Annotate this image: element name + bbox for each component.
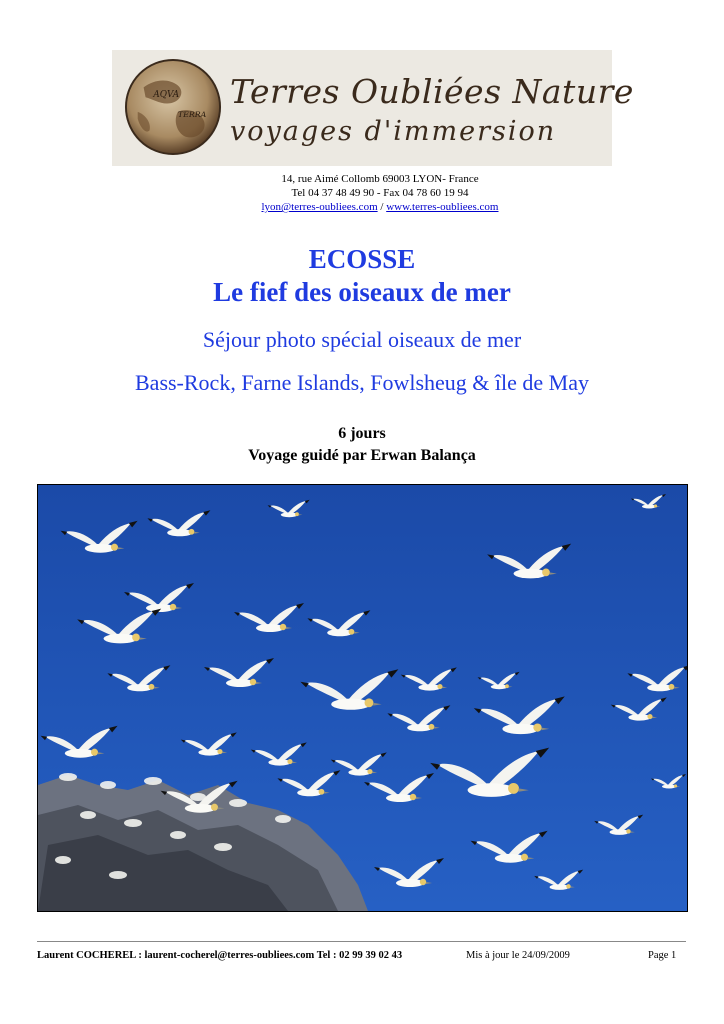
logo-banner [112,50,634,166]
footer-divider [37,941,686,942]
link-separator: / [380,201,384,213]
footer-contact: Laurent COCHEREL : laurent-cocherel@terres-oubliees.com Tel : 02 99 39 02 43 [37,950,403,961]
globe-label-terra: TERRA [177,109,207,119]
footer-updated: Mis à jour le 24/09/2009 [466,950,570,961]
subtitle-1: Séjour photo spécial oiseaux de mer [202,327,522,352]
address-street: 14, rue Aimé Collomb 69003 LYON- France [281,173,479,185]
footer-page-number: Page 1 [648,950,677,961]
trip-duration: 6 jours [338,425,386,442]
gannets-photo [37,484,688,912]
subtitle-2: Bass-Rock, Farne Islands, Fowlsheug & île de May [135,370,589,395]
brand-tagline: voyages d'immersion [230,116,557,147]
page-title: ECOSSE [308,244,416,274]
email-link[interactable]: lyon@terres-oubliees.com [261,201,378,213]
trip-guide: Voyage guidé par Erwan Balança [248,447,476,464]
globe-label-aqua: AQVA [153,90,180,101]
gannets-illustration [38,485,687,911]
brand-name: Terres Oubliées Nature [230,72,634,111]
address-links [200,200,560,214]
agency-address [200,172,560,214]
page-title-line2: Le fief des oiseaux de mer [213,277,511,307]
address-phone: Tel 04 37 48 49 90 - Fax 04 78 60 19 94 [291,187,469,199]
globe-icon [124,58,222,156]
website-link[interactable]: www.terres-oubliees.com [386,201,499,213]
